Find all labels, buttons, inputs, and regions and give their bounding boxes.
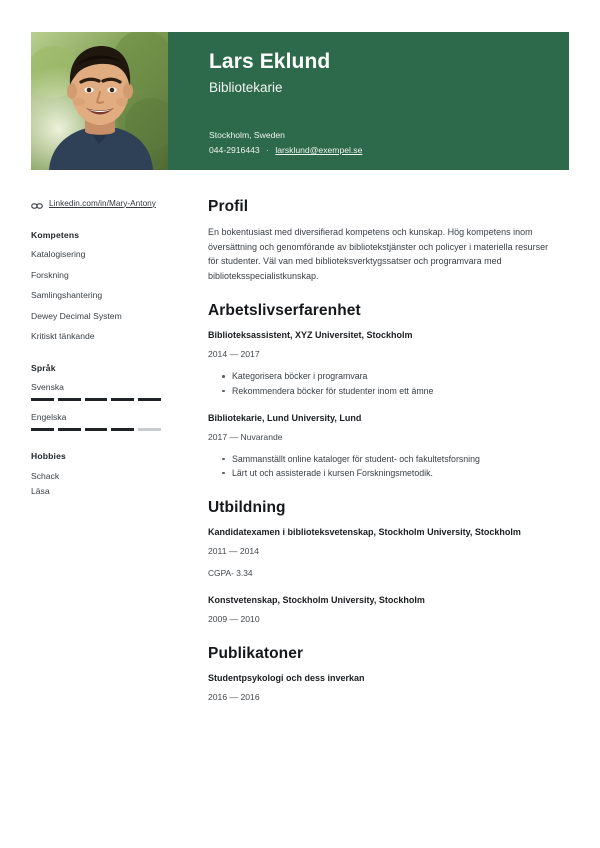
skill-item: Kritiskt tänkande [31, 331, 95, 342]
profile-title: Profil [208, 198, 249, 215]
experience-bullets [208, 452, 560, 481]
profile-text: En bokentusiast med diversifierad kompetens och kunskap. Hög kompetens inom översättning och genomförande av bibliotekstjänster och policyer i materiella resurser för studenter. Väl van med biblioteksverktygssatser och programvara med biblioteksspecialistkunskap. [208, 227, 549, 281]
candidate-name: Lars Eklund [209, 50, 331, 73]
contact-line-2 [209, 143, 362, 158]
skills-section [31, 230, 181, 343]
experience-entry [208, 412, 560, 480]
contact-location: Stockholm, Sweden [209, 130, 285, 140]
language-name: Engelska [31, 411, 67, 422]
hobby-item: Schack [31, 470, 60, 481]
experience-title: Arbetslivserfarenhet [208, 302, 361, 320]
level-segment [58, 428, 81, 431]
language-name: Svenska [31, 381, 64, 392]
contact-email-link[interactable]: larsklund@exempel.se [275, 145, 363, 156]
languages-heading: Språk [31, 362, 56, 373]
profile-section [208, 198, 560, 283]
level-segment [31, 428, 54, 431]
contact-separator: · [266, 145, 269, 156]
languages-section [31, 363, 181, 431]
resume-header [31, 32, 569, 170]
education-entry-date: 2011 — 2014 [208, 546, 259, 557]
publications-section [208, 645, 560, 704]
skill-item: Katalogisering [31, 249, 86, 259]
experience-entry [208, 329, 560, 397]
education-entry [208, 594, 560, 626]
publication-entry [208, 672, 560, 704]
hobby-item: Läsa [31, 486, 50, 496]
experience-entry-title: Bibliotekarie, Lund University, Lund [208, 412, 362, 423]
link-icon [31, 198, 43, 208]
level-segment [111, 428, 134, 431]
language-level-bar [31, 398, 161, 401]
bullet-item: Sammanställt online kataloger för student- och fakultetsforsning [222, 452, 560, 466]
hobbies-section [31, 451, 181, 497]
level-segment [85, 398, 108, 401]
education-entry-date: 2009 — 2010 [208, 613, 260, 624]
contact-phone: 044-2916443 [209, 145, 260, 156]
bullet-item: Kategorisera böcker i programvara [222, 369, 560, 383]
publication-entry-title: Studentpsykologi och dess inverkan [208, 672, 365, 683]
level-segment [85, 428, 108, 431]
avatar [31, 32, 168, 170]
contact-block [209, 128, 362, 158]
education-entry [208, 526, 560, 580]
linkedin-url[interactable]: Linkedin.com/in/Mary-Antony [49, 198, 156, 208]
main-column [208, 198, 560, 723]
bullet-item: Lärt ut och assisterade i kursen Forskningsmetodik. [222, 466, 560, 480]
experience-entry-date: 2017 — Nuvarande [208, 431, 283, 442]
education-entry-title: Konstvetenskap, Stockholm University, Stockholm [208, 594, 425, 605]
bullet-item: Rekommendera böcker för studenter inom ett ämne [222, 384, 560, 398]
skills-heading: Kompetens [31, 230, 80, 240]
candidate-role: Bibliotekarie [209, 80, 283, 96]
publication-entry-date: 2016 — 2016 [208, 691, 260, 702]
experience-section [208, 302, 560, 480]
skill-item: Forskning [31, 269, 69, 280]
experience-bullets [208, 369, 560, 398]
sidebar [31, 198, 181, 517]
level-segment [58, 398, 81, 401]
level-segment [111, 398, 134, 401]
hobbies-heading: Hobbies [31, 450, 66, 461]
language-row [31, 412, 181, 431]
header-identity [209, 50, 549, 96]
education-section [208, 499, 560, 625]
education-entry-title: Kandidatexamen i biblioteksvetenskap, Stockholm University, Stockholm [208, 527, 521, 538]
publications-title: Publikatoner [208, 644, 304, 662]
experience-entry-date: 2014 — 2017 [208, 349, 260, 360]
skill-item: Dewey Decimal System [31, 310, 122, 321]
level-segment [31, 398, 54, 401]
experience-entry-title: Biblioteksassistent, XYZ Universitet, Stockholm [208, 330, 413, 341]
education-title: Utbildning [208, 499, 286, 517]
linkedin-row[interactable] [31, 198, 181, 208]
education-entry-note: CGPA- 3.34 [208, 568, 253, 579]
language-row [31, 382, 181, 401]
language-level-bar [31, 428, 161, 431]
level-segment [138, 398, 161, 401]
skill-item: Samlingshantering [31, 290, 103, 301]
level-segment [138, 428, 161, 431]
